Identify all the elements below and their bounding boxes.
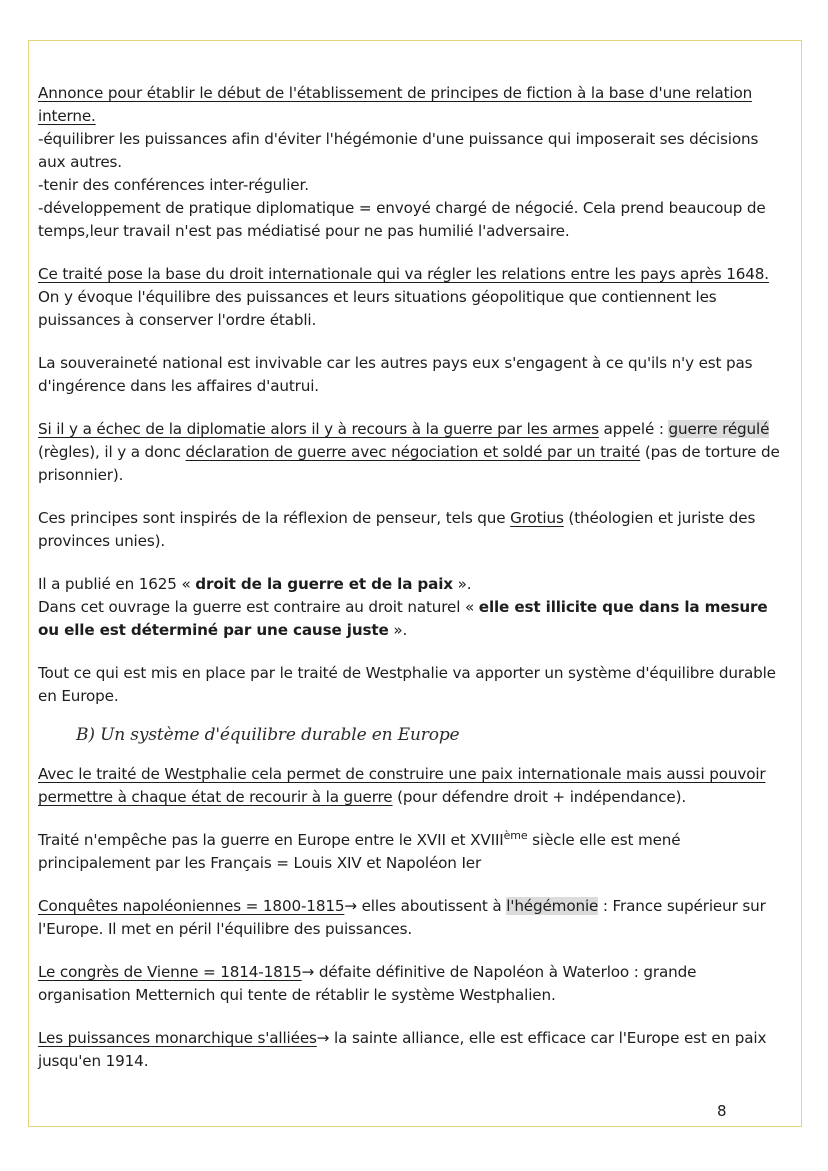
paragraph-westphalia: Tout ce qui est mis en place par le traité de Westphalie va apporter un système d'équilibre durable en Europe.: [38, 664, 776, 705]
paragraph-alliance: [38, 1027, 790, 1073]
bold-quote: elle est illicite que dans la mesure ou elle est déterminé par une cause juste: [38, 598, 768, 639]
underlined-lead: Le congrès de Vienne = 1814-1815: [38, 963, 302, 981]
text-span: (pour défendre droit + indépendance).: [392, 788, 687, 806]
document-body: [38, 82, 790, 1073]
underlined-phrase: déclaration de guerre avec négociation et soldé par un traité: [185, 443, 641, 461]
underlined-name: Grotius: [510, 509, 564, 527]
paragraph-sovereignty: La souveraineté national est invivable car les autres pays eux s'engagent à ce qu'ils n'y est pas d'ingérence dans les affaires d'autrui.: [38, 354, 753, 395]
list-item: -tenir des conférences inter-régulier.: [38, 176, 309, 194]
list-item: -développement de pratique diplomatique = envoyé chargé de négocié. Cela prend beaucoup de temps,leur travail n'est pas médiatisé pour ne pas humilié l'adversaire.: [38, 199, 766, 240]
superscript: ème: [503, 828, 528, 842]
text-span: (règles), il y a donc: [38, 443, 186, 461]
text-span: → la sainte alliance, elle est efficace car l'Europe est en paix jusqu'en 1914.: [38, 1029, 767, 1070]
text-span: → elles aboutissent à: [344, 897, 507, 915]
paragraph-conquests: [38, 895, 790, 941]
text-span: Traité n'empêche pas la guerre en Europe entre le XVII et XVIII: [38, 831, 504, 849]
page-number: 8: [717, 1102, 727, 1120]
text-span: Dans cet ouvrage la guerre est contraire au droit naturel «: [38, 598, 479, 616]
paragraph-text: On y évoque l'équilibre des puissances et leurs situations géopolitique que contiennent les puissances à conserver l'ordre établi.: [38, 288, 717, 329]
bold-title: droit de la guerre et de la paix: [195, 575, 453, 593]
highlighted-term: guerre régulé: [668, 420, 770, 438]
section-heading: B) Un système d'équilibre durable en Europe: [76, 725, 460, 745]
text-span: ».: [388, 621, 408, 639]
paragraph-treaty: [38, 263, 790, 332]
paragraph-vienna: [38, 961, 790, 1007]
text-span: appelé :: [598, 420, 669, 438]
text-span: (théologien et juriste des provinces unies).: [38, 509, 756, 550]
text-span: ».: [452, 575, 472, 593]
text-span: : France supérieur sur l'Europe. Il met en péril l'équilibre des puissances.: [38, 897, 766, 938]
underlined-lead: Si il y a échec de la diplomatie alors il y à recours à la guerre par les armes: [38, 420, 599, 438]
highlighted-term: l'hégémonie: [506, 897, 599, 915]
text-span: (pas de torture de prisonnier).: [38, 443, 780, 484]
paragraph-publication: [38, 573, 790, 642]
text-span: Il a publié en 1625 «: [38, 575, 196, 593]
paragraph-war: [38, 418, 790, 487]
underlined-lead: Conquêtes napoléoniennes = 1800-1815: [38, 897, 345, 915]
underlined-lead: Ce traité pose la base du droit internationale qui va régler les relations entre les pays après 1648.: [38, 265, 769, 283]
paragraph-title: [38, 82, 790, 128]
underlined-lead: Avec le traité de Westphalie cela permet de construire une paix internationale mais aussi pouvoir permettre à chaque état de recourir à la guerre: [38, 765, 766, 806]
text-span: siècle elle est mené principalement par les Français = Louis XIV et Napoléon Ier: [38, 831, 681, 872]
text-span: Ces principes sont inspirés de la réflexion de penseur, tels que: [38, 509, 511, 527]
underlined-title: Annonce pour établir le début de l'établissement de principes de fiction à la base d'une relation interne.: [38, 84, 753, 125]
paragraph-grotius: [38, 507, 790, 553]
paragraph-centuries: [38, 829, 790, 875]
list-item: -équilibrer les puissances afin d'éviter l'hégémonie d'une puissance qui imposerait ses décisions aux autres.: [38, 130, 759, 171]
paragraph-peace: [38, 763, 790, 809]
underlined-lead: Les puissances monarchique s'alliées: [38, 1029, 317, 1047]
text-span: → défaite définitive de Napoléon à Waterloo : grande organisation Metternich qui tente de rétablir le système Westphalien.: [38, 963, 697, 1004]
